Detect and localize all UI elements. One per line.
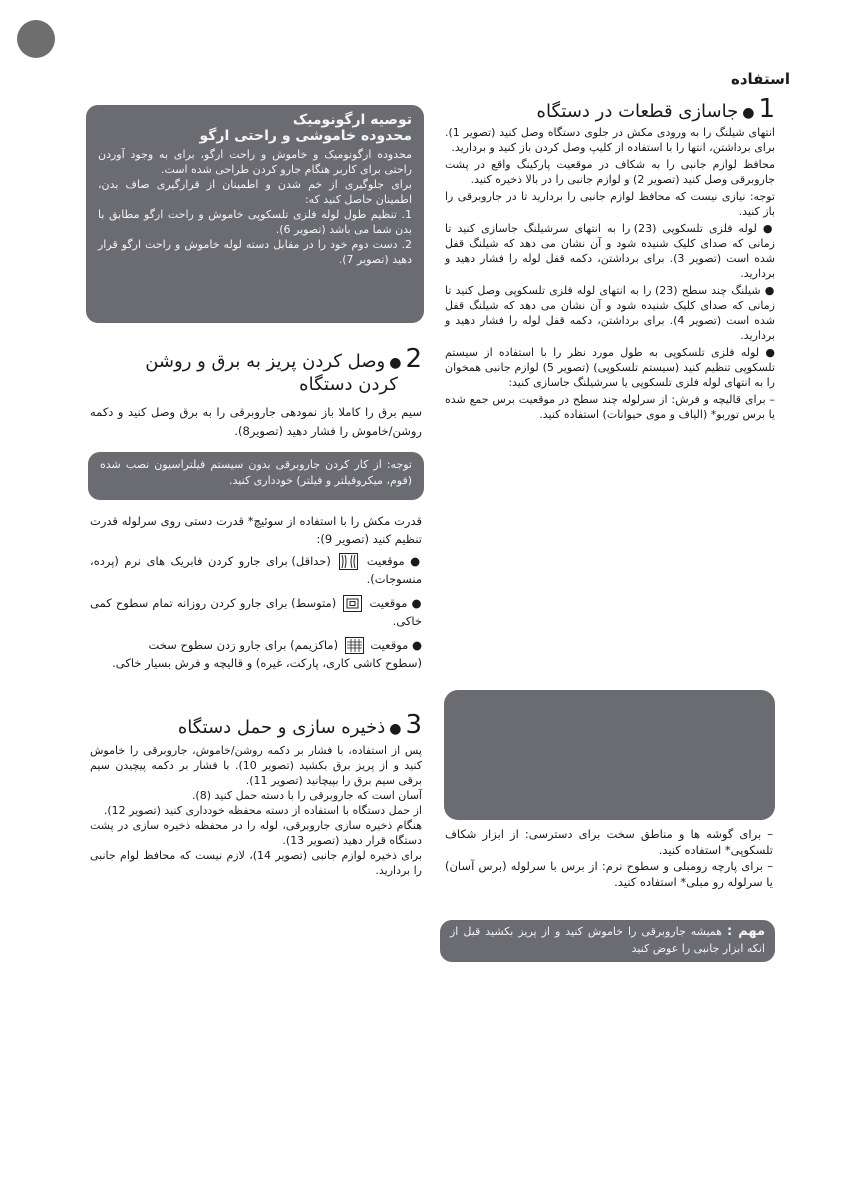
setting-max-detail: (سطوح کاشی کاری، پارکت، غیره) و قالیچه و فرش بسیار خاکی. (112, 656, 422, 670)
bullet-paragraph: ● لوله فلزی تلسکوپی به طول مورد نظر را با استفاده از سیستم تلسکوپی تنظیم کنید (سیستم تلسکوپی) (تصویر 5) لوازم جانبی همخوان را به انتهای لوله فلزی تلسکوپی یا سرشیلنگ جاسازی کنید: (445, 346, 775, 389)
list-item: – برای گوشه ها و مناطق سخت برای دسترسی: از ابزار شکاف تلسکوپی* استفاده کنید. (445, 827, 773, 857)
note-paragraph: توجه: نیازی نیست که محافظ لوازم جانبی را بردارید تا در جاروبرقی را باز کنید. (445, 190, 775, 218)
accessories-list (445, 826, 773, 890)
section-number: 2 (405, 344, 422, 374)
paragraph: انتهای شیلنگ را به ورودی مکش در جلوی دستگاه وصل کنید (تصویر 1). برای برداشتن، انتها را با استفاده از کلیپ وصل کردن باز کنید و بردارید. (445, 126, 775, 154)
section-heading-line2: کردن دستگاه (299, 374, 398, 395)
section-1-body (445, 125, 775, 422)
section-2 (90, 346, 422, 441)
paragraph: پس از استفاده، با فشار بر دکمه روشن/خاموش، جاروبرقی را خاموش کنید و از پریز برق بکشید (تصویر 10). با فشار بر دکمه پیچیدن سیم برقی سیم برق را بپیچانید (تصویر 11). (90, 744, 422, 787)
section-heading: وصل کردن پریز به برق و روشن (145, 351, 386, 372)
important-text: همیشه جاروبرقی را خاموش کنید و از پریز بکشید قبل از انکه ابزار جانبی را عوض کنید (450, 925, 765, 955)
hard-floor-icon (345, 637, 364, 654)
setting-max (90, 636, 422, 654)
bullet-paragraph: ● شیلنگ چند سطح (23) را به انتهای لوله فلزی تلسکوپی وصل کنید تا زمانی که صدای کلیک شنیده شود و آن نشان می دهد که شیلنگ قفل شده است (تصویر 4). برای برداشتن، دکمه قفل لوله را فشار دهید و بردارید. (445, 284, 776, 342)
dash-paragraph: – برای قالیچه و فرش: از سرلوله چند سطح در موقعیت برس جمع شده یا برس توربو* (الیاف و موی حیوانات) استفاده کنید. (445, 393, 775, 421)
ergo-paragraph: محدوده ارگونومیک و خاموش و راحت ارگو، برای به وجود آوردن راحتی برای کاربر هنگام جارو کردن طراحی شده است. (98, 148, 412, 176)
setting-text: (ماکزیمم) برای جارو زدن سطوح سخت (148, 638, 339, 652)
section-2-body: سیم برق را کاملا باز نمودهی جاروبرقی را به برق وصل کنید و دکمه روشن/خاموش را فشار دهید (تصویر8). (90, 405, 422, 438)
section-number: 1 (758, 94, 775, 124)
setting-label: ● موقعیت (369, 596, 423, 610)
suction-power-block (90, 512, 422, 672)
section-heading: جاسازی قطعات در دستگاه (536, 101, 739, 122)
filter-note-box: توجه: از کار کردن جاروبرقی بدون سیستم فیلتراسیون نصب شده (فوم، میکروفیلتر و فیلتر) خودداری کنید. (88, 452, 424, 500)
setting-text: (حداقل) برای جارو کردن فابریک های نرم (پرده، منسوجات). (90, 554, 422, 586)
rug-icon (343, 595, 362, 612)
ergo-step: 2. دست دوم خود را در مقابل دسته لوله خاموش و راحت ارگو قرار دهید (تصویر 7). (98, 238, 412, 266)
bullet-icon: ● (389, 355, 402, 371)
setting-text: (متوسط) برای جارو کردن روزانه تمام سطوح کمی خاکی. (90, 596, 422, 628)
ergo-paragraph: برای جلوگیری از خم شدن و اطمینان از قرارگیری صاف بدن، اطمینان حاصل کنید که: (98, 178, 412, 206)
curtain-icon (339, 553, 358, 570)
power-intro: قدرت مکش را با استفاده از سوئیچ* قدرت دستی روی سرلوله قدرت تنظیم کنید (تصویر 9): (90, 514, 422, 546)
paragraph: محافظ لوازم جانبی را به شکاف در موقعیت پارکینگ واقع در پشت جاروبرقی وصل کنید (تصویر 2) و لوازم جانبی را در بالا ذخیره کنید. (445, 158, 775, 186)
paragraph: هنگام ذخیره سازی جاروبرقی، لوله را در محفظه ذخیره سازی در پشت دستگاه قرار دهید (تصویر 13). (90, 819, 422, 847)
setting-min (90, 552, 422, 588)
section-1 (445, 96, 775, 422)
section-heading: ذخیره سازی و حمل دستگاه (177, 717, 386, 738)
paragraph: آسان است که جاروبرقی را با دسته حمل کنید (8). (191, 789, 422, 802)
paragraph: از حمل دستگاه با استفاده از دسته محفظه خودداری کنید (تصویر 12). (103, 804, 422, 817)
section-2-title (90, 346, 422, 373)
setting-label: ● موقعیت (370, 638, 422, 652)
important-box (440, 920, 775, 962)
section-1-title (445, 96, 775, 123)
page-corner-marker (17, 20, 55, 58)
image-placeholder-box (444, 690, 775, 820)
section-3 (90, 712, 422, 878)
bullet-icon: ● (389, 721, 402, 737)
paragraph: برای ذخیره لوازم جانبی (تصویر 14)، لازم نیست که محافظ لوام جانبی را بردارید. (90, 849, 423, 877)
section-3-body (90, 743, 422, 878)
important-label: مهم : (726, 924, 765, 939)
page-heading: استفاده (731, 70, 790, 88)
list-item: – برای پارچه رومبلی و سطوح نرم: از برس با سرلوله (برس آسان) یا سرلوله رو مبلی* استفاده کنید. (445, 859, 773, 889)
setting-label: ● موقعیت (366, 554, 423, 568)
setting-mid (90, 594, 422, 630)
bullet-paragraph: ● لوله فلزی تلسکوپی (23) را به انتهای سرشیلنگ جاسازی کنید تا زمانی که صدای کلیک شنیده شود و آن نشان می دهد که شیلنگ قفل شده است (تصویر 3). برای برداشتن، دکمه قفل لوله را فشار دهید و بردارید. (445, 222, 775, 280)
section-3-title (90, 712, 422, 739)
ergonomic-tip-box (86, 105, 424, 323)
bullet-icon: ● (742, 105, 755, 121)
ergo-step: 1. تنظیم طول لوله فلزی تلسکوپی خاموش و راحت ارگو مطابق با بدن شما می باشد (تصویر 6). (98, 208, 412, 236)
section-number: 3 (405, 710, 422, 740)
ergo-subtitle: محدوده خاموشی و راحتی ارگو (199, 128, 412, 144)
ergo-title: توصیه ارگونومیک (292, 112, 412, 128)
